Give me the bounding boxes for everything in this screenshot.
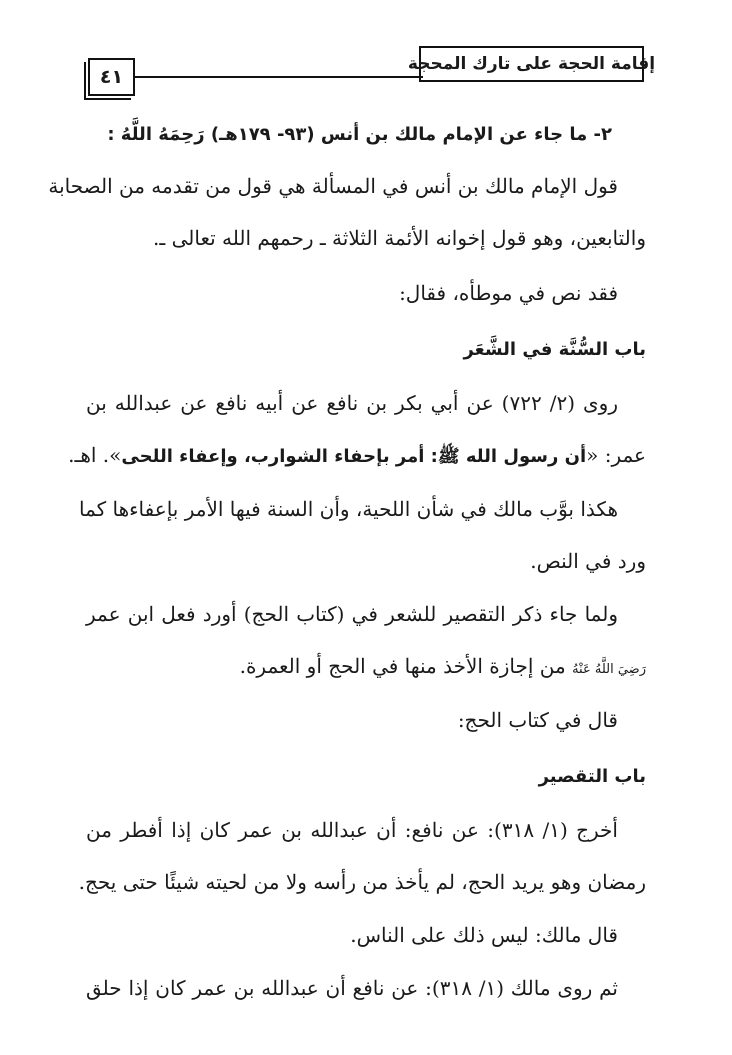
text-line: رمضان وهو يريد الحج، لم يأخذ من رأسه ولا من لحيته شيئًا حتى يحج. bbox=[78, 870, 646, 894]
text-line: ورد في النص. bbox=[530, 549, 646, 573]
text-line bbox=[240, 656, 646, 676]
chapter-heading: باب السُّنَّة في الشَّعَر bbox=[463, 339, 646, 360]
text-line: ثم روى مالك (١/ ٣١٨): عن نافع أن عبدالله بن عمر كان إذا حلق bbox=[86, 976, 618, 1000]
text-line: قال في كتاب الحج: bbox=[457, 708, 618, 732]
text-line-hadith bbox=[68, 445, 646, 466]
text-line: ولما جاء ذكر التقصير للشعر في (كتاب الحج) أورد فعل ابن عمر bbox=[86, 602, 618, 626]
running-header-title: إقامة الحجة على تارك المحجة bbox=[419, 46, 644, 82]
text-fragment: من إجازة الأخذ منها في الحج أو العمرة. bbox=[239, 654, 573, 678]
chapter-heading: باب التقصير bbox=[538, 766, 646, 787]
text-line: هكذا بوَّب مالك في شأن اللحية، وأن السنة فيها الأمر بإعفاءها كما bbox=[78, 497, 618, 521]
quote-open: عمر: « bbox=[586, 443, 646, 467]
text-line: فقد نص في موطأه، فقال: bbox=[399, 281, 618, 305]
section-heading: ٢- ما جاء عن الإمام مالك بن أنس (٩٣- ١٧٩هـ) رَحِمَهُ اللَّهُ : bbox=[107, 124, 612, 145]
hadith-text: أن رسول الله ﷺ: أمر بإحفاء الشوارب، وإعفاء اللحى bbox=[121, 446, 587, 467]
text-line: قول الإمام مالك بن أنس في المسألة هي قول من تقدمه من الصحابة bbox=[48, 174, 618, 198]
text-line: روى (٢/ ٧٢٢) عن أبي بكر بن نافع عن أبيه نافع عن عبدالله بن bbox=[86, 391, 618, 415]
text-line: أخرج (١/ ٣١٨): عن نافع: أن عبدالله بن عمر كان إذا أفطر من bbox=[86, 818, 618, 842]
page-number: ٤١ bbox=[88, 58, 135, 96]
quote-close: ». اهـ. bbox=[68, 443, 122, 467]
honorific-mark: رَضِيَ اللَّهُ عَنْهُ bbox=[572, 662, 646, 677]
header-rule bbox=[135, 76, 423, 78]
text-line: والتابعين، وهو قول إخوانه الأئمة الثلاثة ـ رحمهم الله تعالى ـ. bbox=[153, 226, 646, 250]
text-line: قال مالك: ليس ذلك على الناس. bbox=[350, 923, 618, 947]
